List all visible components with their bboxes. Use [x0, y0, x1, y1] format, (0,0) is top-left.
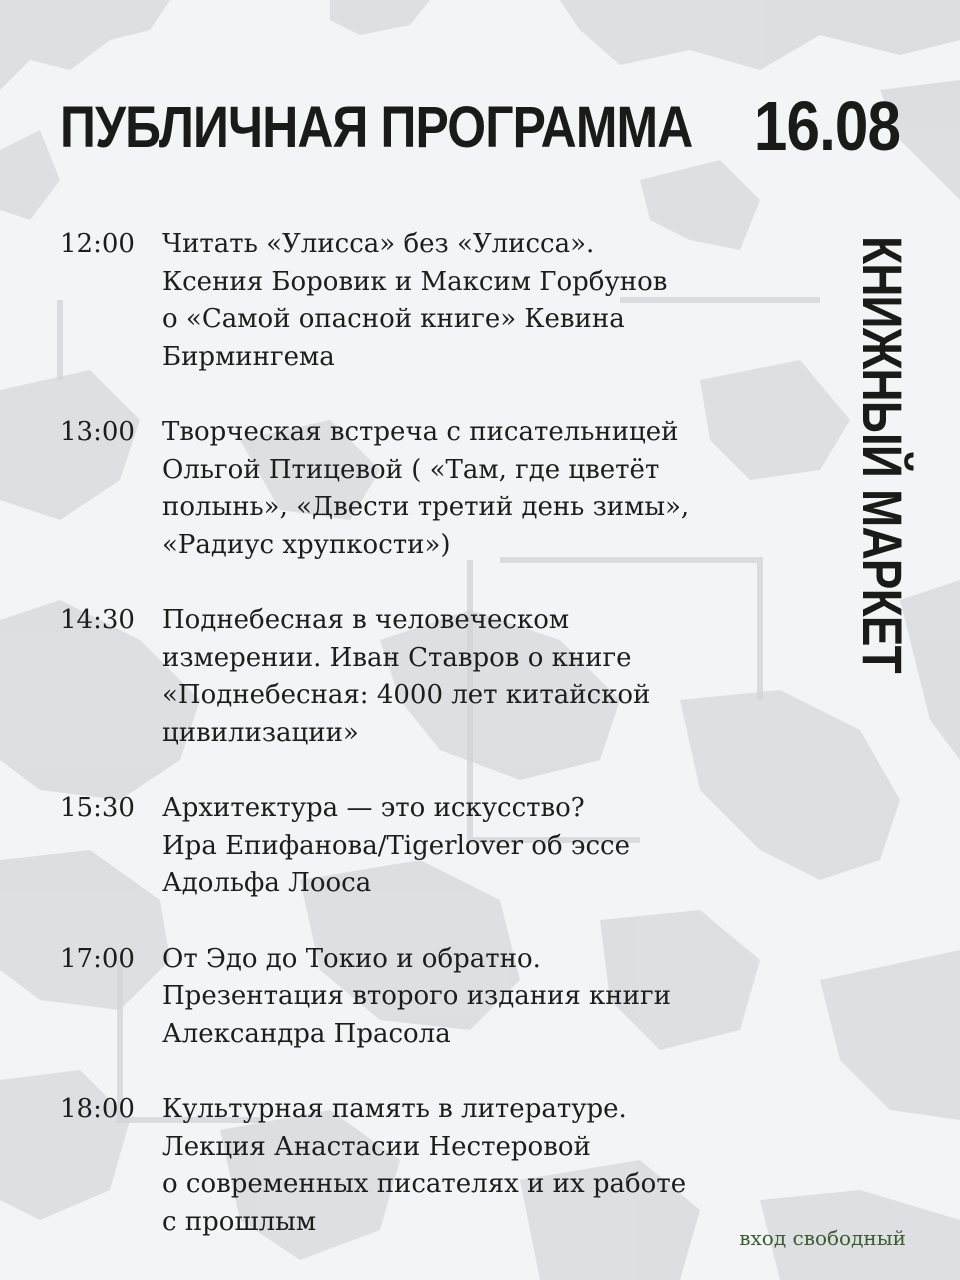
event-line: Бирмингема: [162, 341, 335, 372]
event-line: полынь», «Двести третий день зимы»,: [162, 492, 690, 522]
schedule-item: [60, 226, 760, 376]
event-description: [162, 790, 760, 903]
event-line: Ира Епифанова/Tigerlover об эссе: [162, 830, 630, 861]
schedule-list: [60, 226, 760, 1279]
event-time: 13:00: [60, 417, 135, 447]
event-description: [162, 602, 760, 752]
schedule-item: [60, 1091, 760, 1241]
event-description: [162, 414, 760, 564]
event-line: о современных писателях и их работе: [162, 1169, 687, 1199]
side-label-container: [851, 236, 914, 673]
event-time: 12:00: [60, 229, 135, 259]
event-line: измерении. Иван Ставров о книге: [162, 642, 632, 673]
page-title: ПУБЛИЧНАЯ ПРОГРАММА: [60, 95, 693, 160]
event-line: Творческая встреча с писательницей: [162, 417, 679, 447]
event-line: о «Самой опасной книге» Кевина: [162, 304, 625, 334]
schedule-item: [60, 414, 760, 564]
event-line: «Радиус хрупкости»): [162, 529, 451, 560]
event-description: [162, 226, 760, 376]
event-line: «Поднебесная: 4000 лет китайской: [162, 680, 651, 710]
event-line: Адольфа Лооса: [162, 868, 372, 898]
schedule-item: [60, 941, 760, 1054]
event-time: 14:30: [60, 605, 135, 635]
event-line: Лекция Анастасии Нестеровой: [162, 1131, 591, 1162]
side-label: [851, 236, 914, 673]
event-line: Читать «Улисса» без «Улисса».: [162, 229, 595, 259]
event-line: Ксения Боровик и Максим Горбунов: [162, 266, 668, 297]
side-label-text: КНИЖНЫЙ МАРКЕТ: [851, 236, 914, 673]
event-line: цивилизации»: [162, 717, 359, 748]
event-line: От Эдо до Токио и обратно.: [162, 943, 541, 974]
event-time: 18:00: [60, 1094, 135, 1124]
event-line: Архитектура — это искусство?: [162, 793, 585, 823]
event-date: 16.08: [753, 87, 900, 165]
event-line: Александра Прасола: [162, 1018, 451, 1049]
free-entry-note: вход свободный: [739, 1226, 906, 1250]
event-line: с прошлым: [162, 1206, 317, 1237]
event-description: [162, 1091, 760, 1241]
event-line: Ольгой Птицевой ( «Там, где цветёт: [162, 454, 660, 485]
schedule-item: [60, 790, 760, 903]
event-time: 17:00: [60, 943, 135, 974]
event-time: 15:30: [60, 793, 135, 823]
event-line: Поднебесная в человеческом: [162, 605, 570, 635]
event-line: Культурная память в литературе.: [162, 1094, 627, 1124]
event-description: [162, 941, 760, 1054]
schedule-item: [60, 602, 760, 752]
event-line: Презентация второго издания книги: [162, 981, 671, 1011]
